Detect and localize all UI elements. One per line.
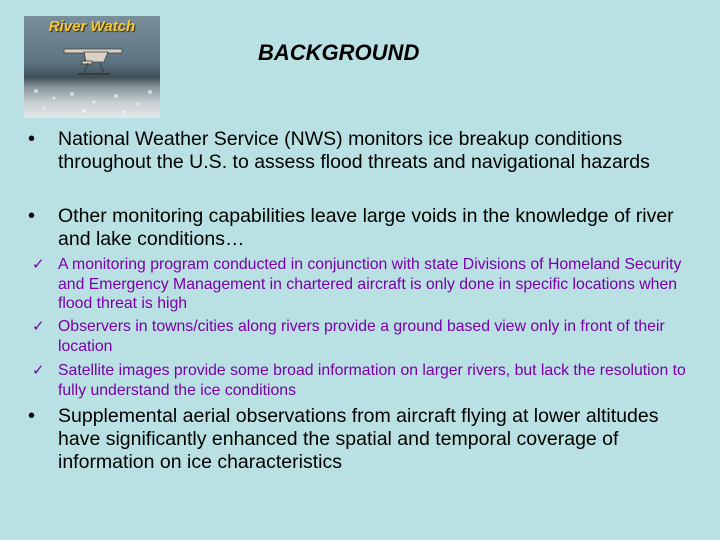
bullet-marker: •	[28, 128, 36, 150]
bullet-text: Supplemental aerial observations from aircraft flying at lower altitudes have significantly enhanced the spatial and temporal coverage of information on ice characteristics	[58, 405, 659, 473]
checkmark-icon: ✓	[32, 318, 45, 335]
river-watch-logo	[24, 16, 160, 118]
logo-title: River Watch	[48, 18, 136, 35]
bullet-marker: •	[28, 205, 36, 227]
sub-item-text: Observers in towns/cities along rivers provide a ground based view only in front of their location	[58, 318, 665, 355]
sub-item-text: A monitoring program conducted in conjunction with state Divisions of Homeland Security and Emergency Management in chartered aircraft is only done in specific locations when flood threat is high	[58, 256, 682, 312]
slide-title: BACKGROUND	[258, 40, 420, 65]
checkmark-icon: ✓	[32, 256, 45, 273]
checkmark-icon: ✓	[32, 362, 45, 379]
bullet-marker: •	[28, 405, 36, 427]
bullet-text: Other monitoring capabilities leave large voids in the knowledge of river and lake conditions…	[58, 205, 674, 250]
sub-item-text: Satellite images provide some broad information on larger rivers, but lack the resolution to fully understand the ice conditions	[58, 362, 686, 399]
bullet-text: National Weather Service (NWS) monitors ice breakup conditions throughout the U.S. to assess flood threats and navigational hazards	[58, 128, 650, 173]
